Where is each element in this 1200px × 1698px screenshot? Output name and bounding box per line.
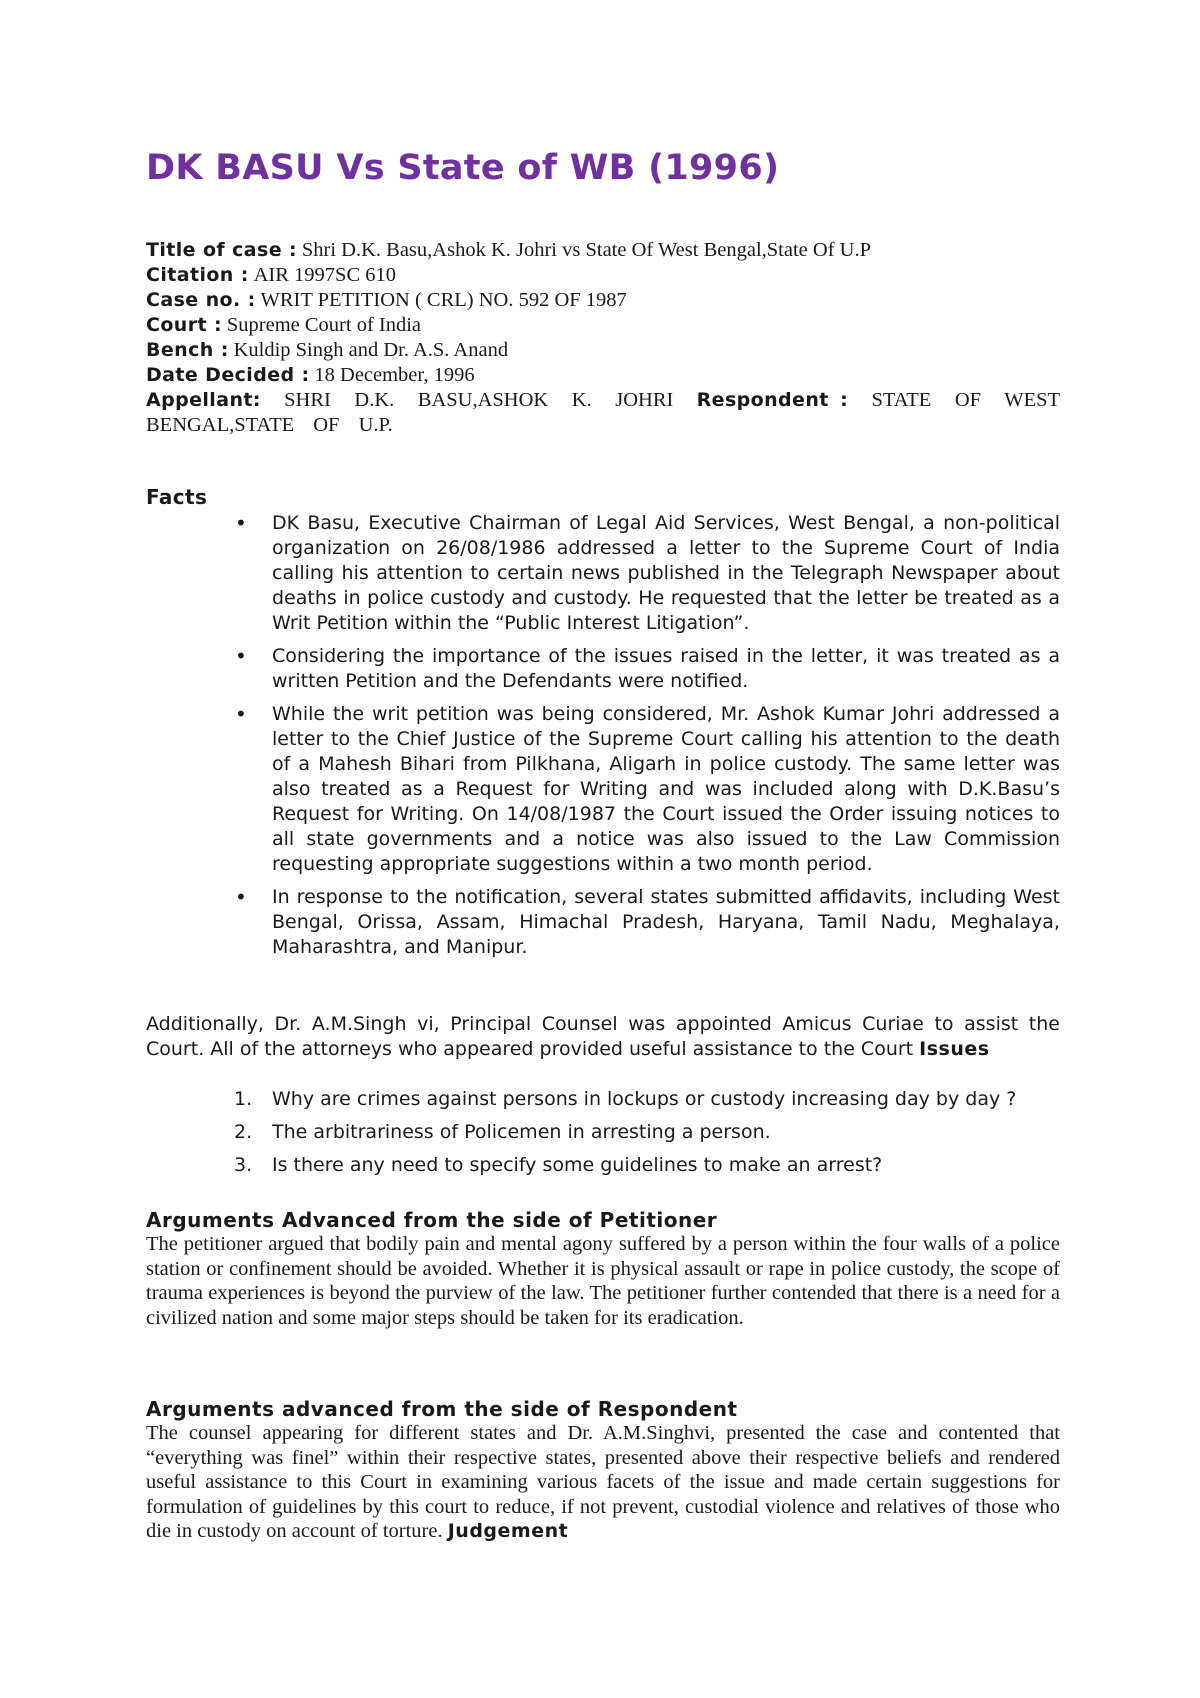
citation-value: AIR 1997SC 610 (253, 264, 397, 286)
court-label: Court : (146, 314, 222, 336)
date-decided-row (146, 363, 1060, 388)
case-no-value: WRIT PETITION ( CRL) NO. 592 OF 1987 (260, 289, 627, 311)
judgement-heading: Judgement (447, 1520, 569, 1542)
title-of-case-value: Shri D.K. Basu,Ashok K. Johri vs State Of West Bengal,State Of U.P (301, 239, 871, 261)
bench-label: Bench : (146, 339, 229, 361)
title-of-case-row (146, 238, 1060, 263)
citation-row (146, 263, 1060, 288)
list-item (146, 644, 1060, 694)
bullet-icon: • (235, 885, 247, 909)
respondent-section (146, 1397, 1060, 1544)
facts-heading: Facts (146, 485, 208, 509)
list-item (146, 702, 1060, 877)
issue-text: The arbitrariness of Policemen in arresting a person. (272, 1121, 771, 1143)
respondent-text: The counsel appearing for different states and Dr. A.M.Singhvi, presented the case and contented that “everything was finel” within their respective states, presented above their respective beliefs and rendered useful assistance to this Court in examining various facets of the issue and made certain suggestions for formulation of guidelines by this court to reduce, if not prevent, custodial violence and relatives of those who die in custody on account of torture. (146, 1422, 1060, 1542)
respondent-heading: Arguments advanced from the side of Respondent (146, 1397, 738, 1421)
list-item (146, 1153, 1060, 1178)
respondent-paragraph (146, 1421, 1060, 1544)
appellant-label: Appellant: (146, 389, 261, 411)
document-title: DK BASU Vs State of WB (1996) (146, 148, 780, 188)
additional-text: Additionally, Dr. A.M.Singh vi, Principal Counsel was appointed Amicus Curiae to assist the Court. All of the attorneys who appeared provided useful assistance to the Court (146, 1013, 1060, 1060)
court-value: Supreme Court of India (226, 314, 422, 336)
bench-row (146, 338, 1060, 363)
list-item (146, 1087, 1060, 1112)
list-item (146, 1120, 1060, 1145)
title-of-case-label: Title of case : (146, 239, 297, 261)
list-item (146, 511, 1060, 636)
fact-text: In response to the notification, several states submitted affidavits, including West Bengal, Orissa, Assam, Himachal Pradesh, Haryana, Tamil Nadu, Meghalaya, Maharashtra, and Manipur. (272, 886, 1060, 958)
bullet-icon: • (235, 702, 247, 726)
appellant-value: SHRI D.K. BASU,ASHOK K. JOHRI (284, 389, 674, 411)
issue-number: 3. (234, 1154, 253, 1176)
issue-number: 1. (234, 1088, 253, 1110)
bullet-icon: • (235, 644, 247, 668)
fact-text: While the writ petition was being considered, Mr. Ashok Kumar Johri addressed a letter to the Chief Justice of the Supreme Court calling his attention to the death of a Mahesh Bihari from Pilkhana, Aligarh in police custody. The same letter was also treated as a Request for Writing and was included along with D.K.Basu’s Request for Writing. On 14/08/1987 the Court issued the Order issuing notices to all state governments and a notice was also issued to the Law Commission requesting appropriate suggestions within a two month period. (272, 703, 1060, 875)
citation-label: Citation : (146, 264, 249, 286)
bench-value: Kuldip Singh and Dr. A.S. Anand (233, 339, 509, 361)
respondent-label: Respondent : (696, 389, 849, 411)
issue-number: 2. (234, 1121, 253, 1143)
parties-row (146, 388, 1060, 438)
issues-list (146, 1087, 1060, 1186)
respondent-value: STATE OF WEST BENGAL,STATE OF U.P. (146, 389, 1061, 436)
date-decided-value: 18 December, 1996 (314, 364, 475, 386)
date-decided-label: Date Decided : (146, 364, 310, 386)
issue-text: Why are crimes against persons in lockups or custody increasing day by day ? (272, 1088, 1017, 1110)
petitioner-section (146, 1208, 1060, 1330)
facts-list (146, 511, 1060, 968)
case-details (146, 238, 1060, 438)
petitioner-text: The petitioner argued that bodily pain and mental agony suffered by a person within the four walls of a police station or confinement should be avoided. Whether it is physical assault or rape in police custody, the scope of trauma experiences is beyond the purview of the law. The petitioner further contended that there is a need for a civilized nation and some major steps should be taken for its eradication. (146, 1233, 1060, 1329)
petitioner-heading: Arguments Advanced from the side of Petitioner (146, 1208, 718, 1232)
court-row (146, 313, 1060, 338)
bullet-icon: • (235, 511, 247, 535)
issue-text: Is there any need to specify some guidelines to make an arrest? (272, 1154, 883, 1176)
case-no-label: Case no. : (146, 289, 256, 311)
fact-text: DK Basu, Executive Chairman of Legal Aid Services, West Bengal, a non-political organization on 26/08/1986 addressed a letter to the Supreme Court of India calling his attention to certain news published in the Telegraph Newspaper about deaths in police custody and custody. He requested that the letter be treated as a Writ Petition within the “Public Interest Litigation”. (272, 512, 1060, 634)
issues-heading: Issues (919, 1038, 990, 1060)
case-no-row (146, 288, 1060, 313)
additional-paragraph (146, 1012, 1060, 1062)
list-item (146, 885, 1060, 960)
fact-text: Considering the importance of the issues raised in the letter, it was treated as a written Petition and the Defendants were notified. (272, 645, 1060, 692)
